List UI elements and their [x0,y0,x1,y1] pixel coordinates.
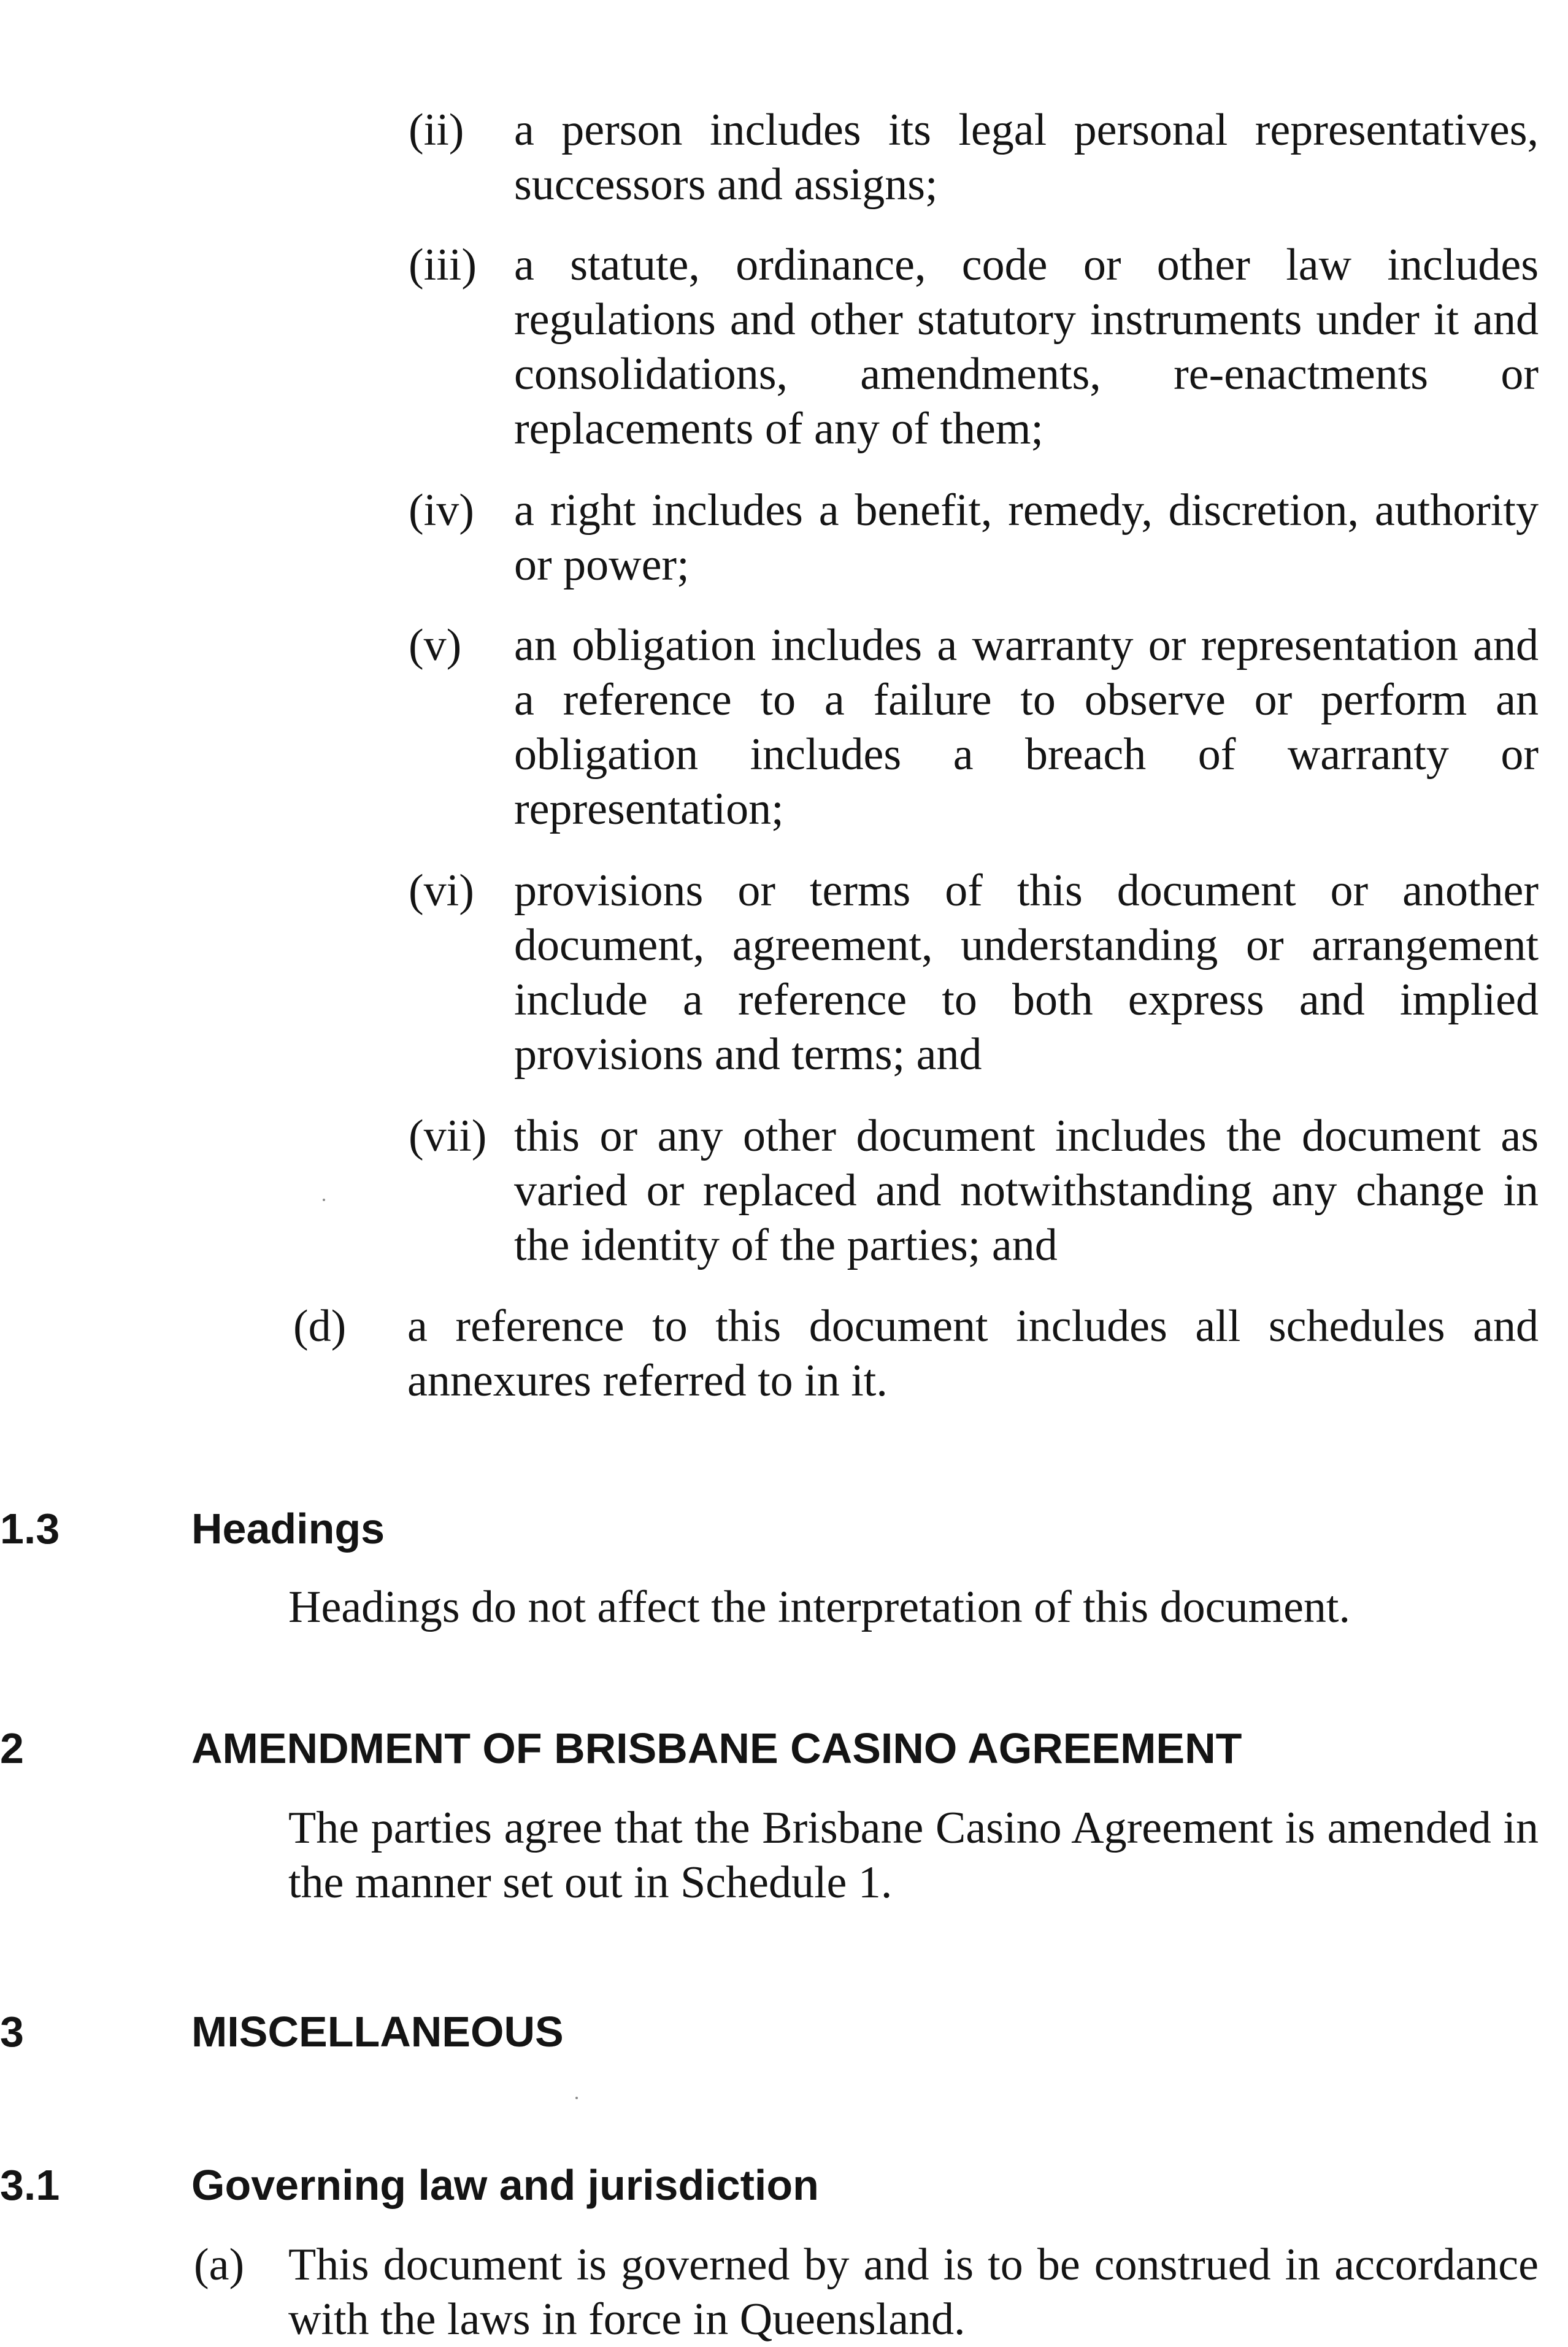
section-number: 3.1 [0,2161,60,2209]
section-number: 3 [0,2008,24,2056]
subclause-text: a person includes its legal personal representatives, successors and assigns; [514,105,1539,210]
section-title: Governing law and jurisdiction [191,2161,819,2209]
section-number: 1.3 [0,1505,60,1553]
clause-label: (a) [194,2240,245,2290]
scan-speck [575,2097,578,2099]
subclause-label: (iii) [409,240,477,290]
subclause-label: (vi) [409,866,474,916]
clause-text: a reference to this document includes all schedules and annexures referred to in it. [407,1301,1539,1406]
subclause-text: this or any other document includes the document as varied or replaced and notwithstanding any change in the identity of the parties; and [514,1111,1539,1270]
subclause-text: an obligation includes a warranty or representation and a reference to a failure to observe or perform an obligation includes a breach of warranty or representation; [514,620,1539,834]
section-2-heading-number: 2 [0,1724,24,1772]
section-title: Headings [191,1505,385,1553]
subclause-text: a statute, ordinance, code or other law includes regulations and other statutory instruments under it and consolidations, amendments, re-enactments or replacements of any of them; [514,240,1539,454]
subclause-text: a right includes a benefit, remedy, discretion, authority or power; [514,485,1539,590]
section-body: The parties agree that the Brisbane Casino Agreement is amended in the manner set out in Schedule 1. [288,1803,1539,1908]
subclause-label: (iv) [409,485,474,536]
scan-speck [323,1199,325,1201]
clause-label: (d) [293,1301,347,1351]
section-title: MISCELLANEOUS [191,2008,564,2056]
section-body: Headings do not affect the interpretation of this document. [288,1582,1350,1632]
clause-text: This document is governed by and is to be construed in accordance with the laws in force in Queensland. [288,2240,1539,2345]
subclause-label: (vii) [409,1111,487,1161]
subclause-label: (v) [409,620,462,670]
subclause-text: provisions or terms of this document or another document, agreement, understanding or arrangement include a reference to both express and implied provisions and terms; and [514,866,1539,1080]
subclause-label: (ii) [409,105,464,155]
section-title: AMENDMENT OF BRISBANE CASINO AGREEMENT [191,1724,1242,1772]
